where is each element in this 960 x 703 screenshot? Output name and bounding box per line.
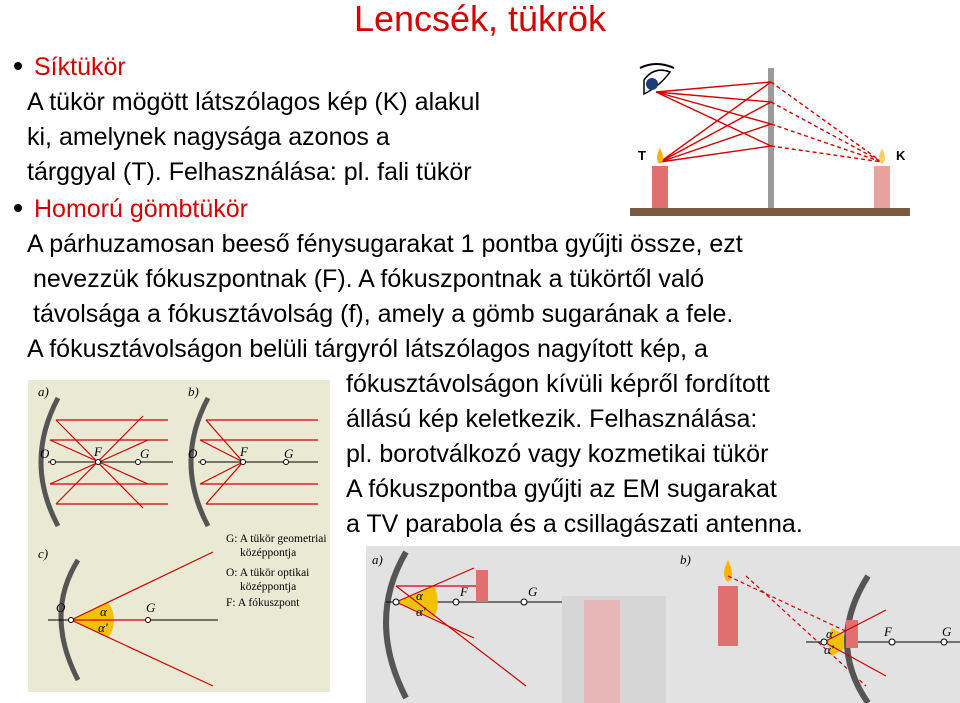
angle-alpha-label: α bbox=[416, 588, 423, 603]
angle-alpha-prime-label: α' bbox=[824, 642, 834, 657]
legend-line-1: G: A tükör geometriai bbox=[226, 533, 327, 545]
panel-label-a: a) bbox=[372, 552, 383, 567]
panel-label-b: b) bbox=[680, 552, 691, 567]
angle-alpha-label: α bbox=[826, 626, 833, 641]
point-g-label: G bbox=[942, 624, 952, 639]
legend-line-5: F: A fókuszpont bbox=[226, 597, 300, 609]
angle-alpha-prime-label: α' bbox=[416, 604, 426, 619]
point-g-label: G bbox=[284, 446, 294, 461]
concave-line-5: fókusztávolságon kívüli képről fordított bbox=[346, 370, 770, 398]
bullet-dot bbox=[14, 204, 22, 212]
point-f-label: F bbox=[240, 444, 248, 459]
legend-line-4: középpontja bbox=[240, 581, 297, 593]
point-f-label: F bbox=[460, 584, 468, 599]
point-g-label: G bbox=[140, 446, 150, 461]
concave-line-1: A párhuzamosan beeső fénysugarakat 1 pontba gyűjti össze, ezt bbox=[27, 230, 743, 258]
point-f-label: F bbox=[884, 624, 892, 639]
flat-mirror-line-1: A tükör mögött látszólagos kép (K) alakul bbox=[27, 88, 481, 116]
concave-line-3: távolsága a fókusztávolság (f), amely a gömb sugarának a fele. bbox=[33, 300, 734, 328]
flat-mirror-line-2: ki, amelynek nagysága azonos a bbox=[27, 123, 390, 151]
bullet-dot bbox=[14, 62, 22, 70]
panel-label-b: b) bbox=[188, 384, 199, 399]
point-o-label: O bbox=[56, 600, 66, 615]
concave-line-6: állású kép keletkezik. Felhasználása: bbox=[346, 405, 758, 433]
angle-alpha-prime-label: α' bbox=[98, 620, 108, 635]
point-g-label: G bbox=[146, 600, 156, 615]
concave-line-4: A fókusztávolságon belüli tárgyról látszólagos nagyított kép, a bbox=[27, 335, 708, 363]
legend-line-2: középpontja bbox=[240, 547, 297, 559]
image-formation-diagram bbox=[366, 546, 960, 703]
label-image: K bbox=[896, 148, 906, 163]
heading-concave-mirror: Homorú gömbtükör bbox=[34, 195, 248, 223]
mirror bbox=[768, 68, 774, 208]
angle-alpha-label: α bbox=[100, 604, 107, 619]
concave-line-9: a TV parabola és a csillagászati antenna. bbox=[346, 510, 803, 538]
legend-line-3: O: A tükör optikai bbox=[226, 567, 310, 579]
heading-flat-mirror: Síktükör bbox=[34, 53, 126, 81]
concave-mirror-diagram bbox=[28, 380, 330, 692]
label-object: T bbox=[638, 148, 646, 163]
point-f-label: F bbox=[94, 444, 102, 459]
floor bbox=[630, 208, 910, 216]
panel-label-c: c) bbox=[38, 546, 49, 561]
page-title: Lencsék, tükrök bbox=[353, 0, 607, 39]
concave-line-7: pl. borotválkozó vagy kozmetikai tükör bbox=[346, 440, 769, 468]
point-g-label: G bbox=[528, 584, 538, 599]
point-o-label: O bbox=[188, 446, 198, 461]
flat-mirror-diagram bbox=[630, 62, 910, 220]
point-o-label: O bbox=[40, 446, 50, 461]
concave-line-2: nevezzük fókuszpontnak (F). A fókuszpontnak a tükörtől való bbox=[33, 265, 705, 293]
flat-mirror-line-3: tárggyal (T). Felhasználása: pl. fali tükör bbox=[27, 158, 472, 186]
concave-line-8: A fókuszpontba gyűjti az EM sugarakat bbox=[346, 475, 777, 503]
panel-label-a: a) bbox=[38, 384, 49, 399]
